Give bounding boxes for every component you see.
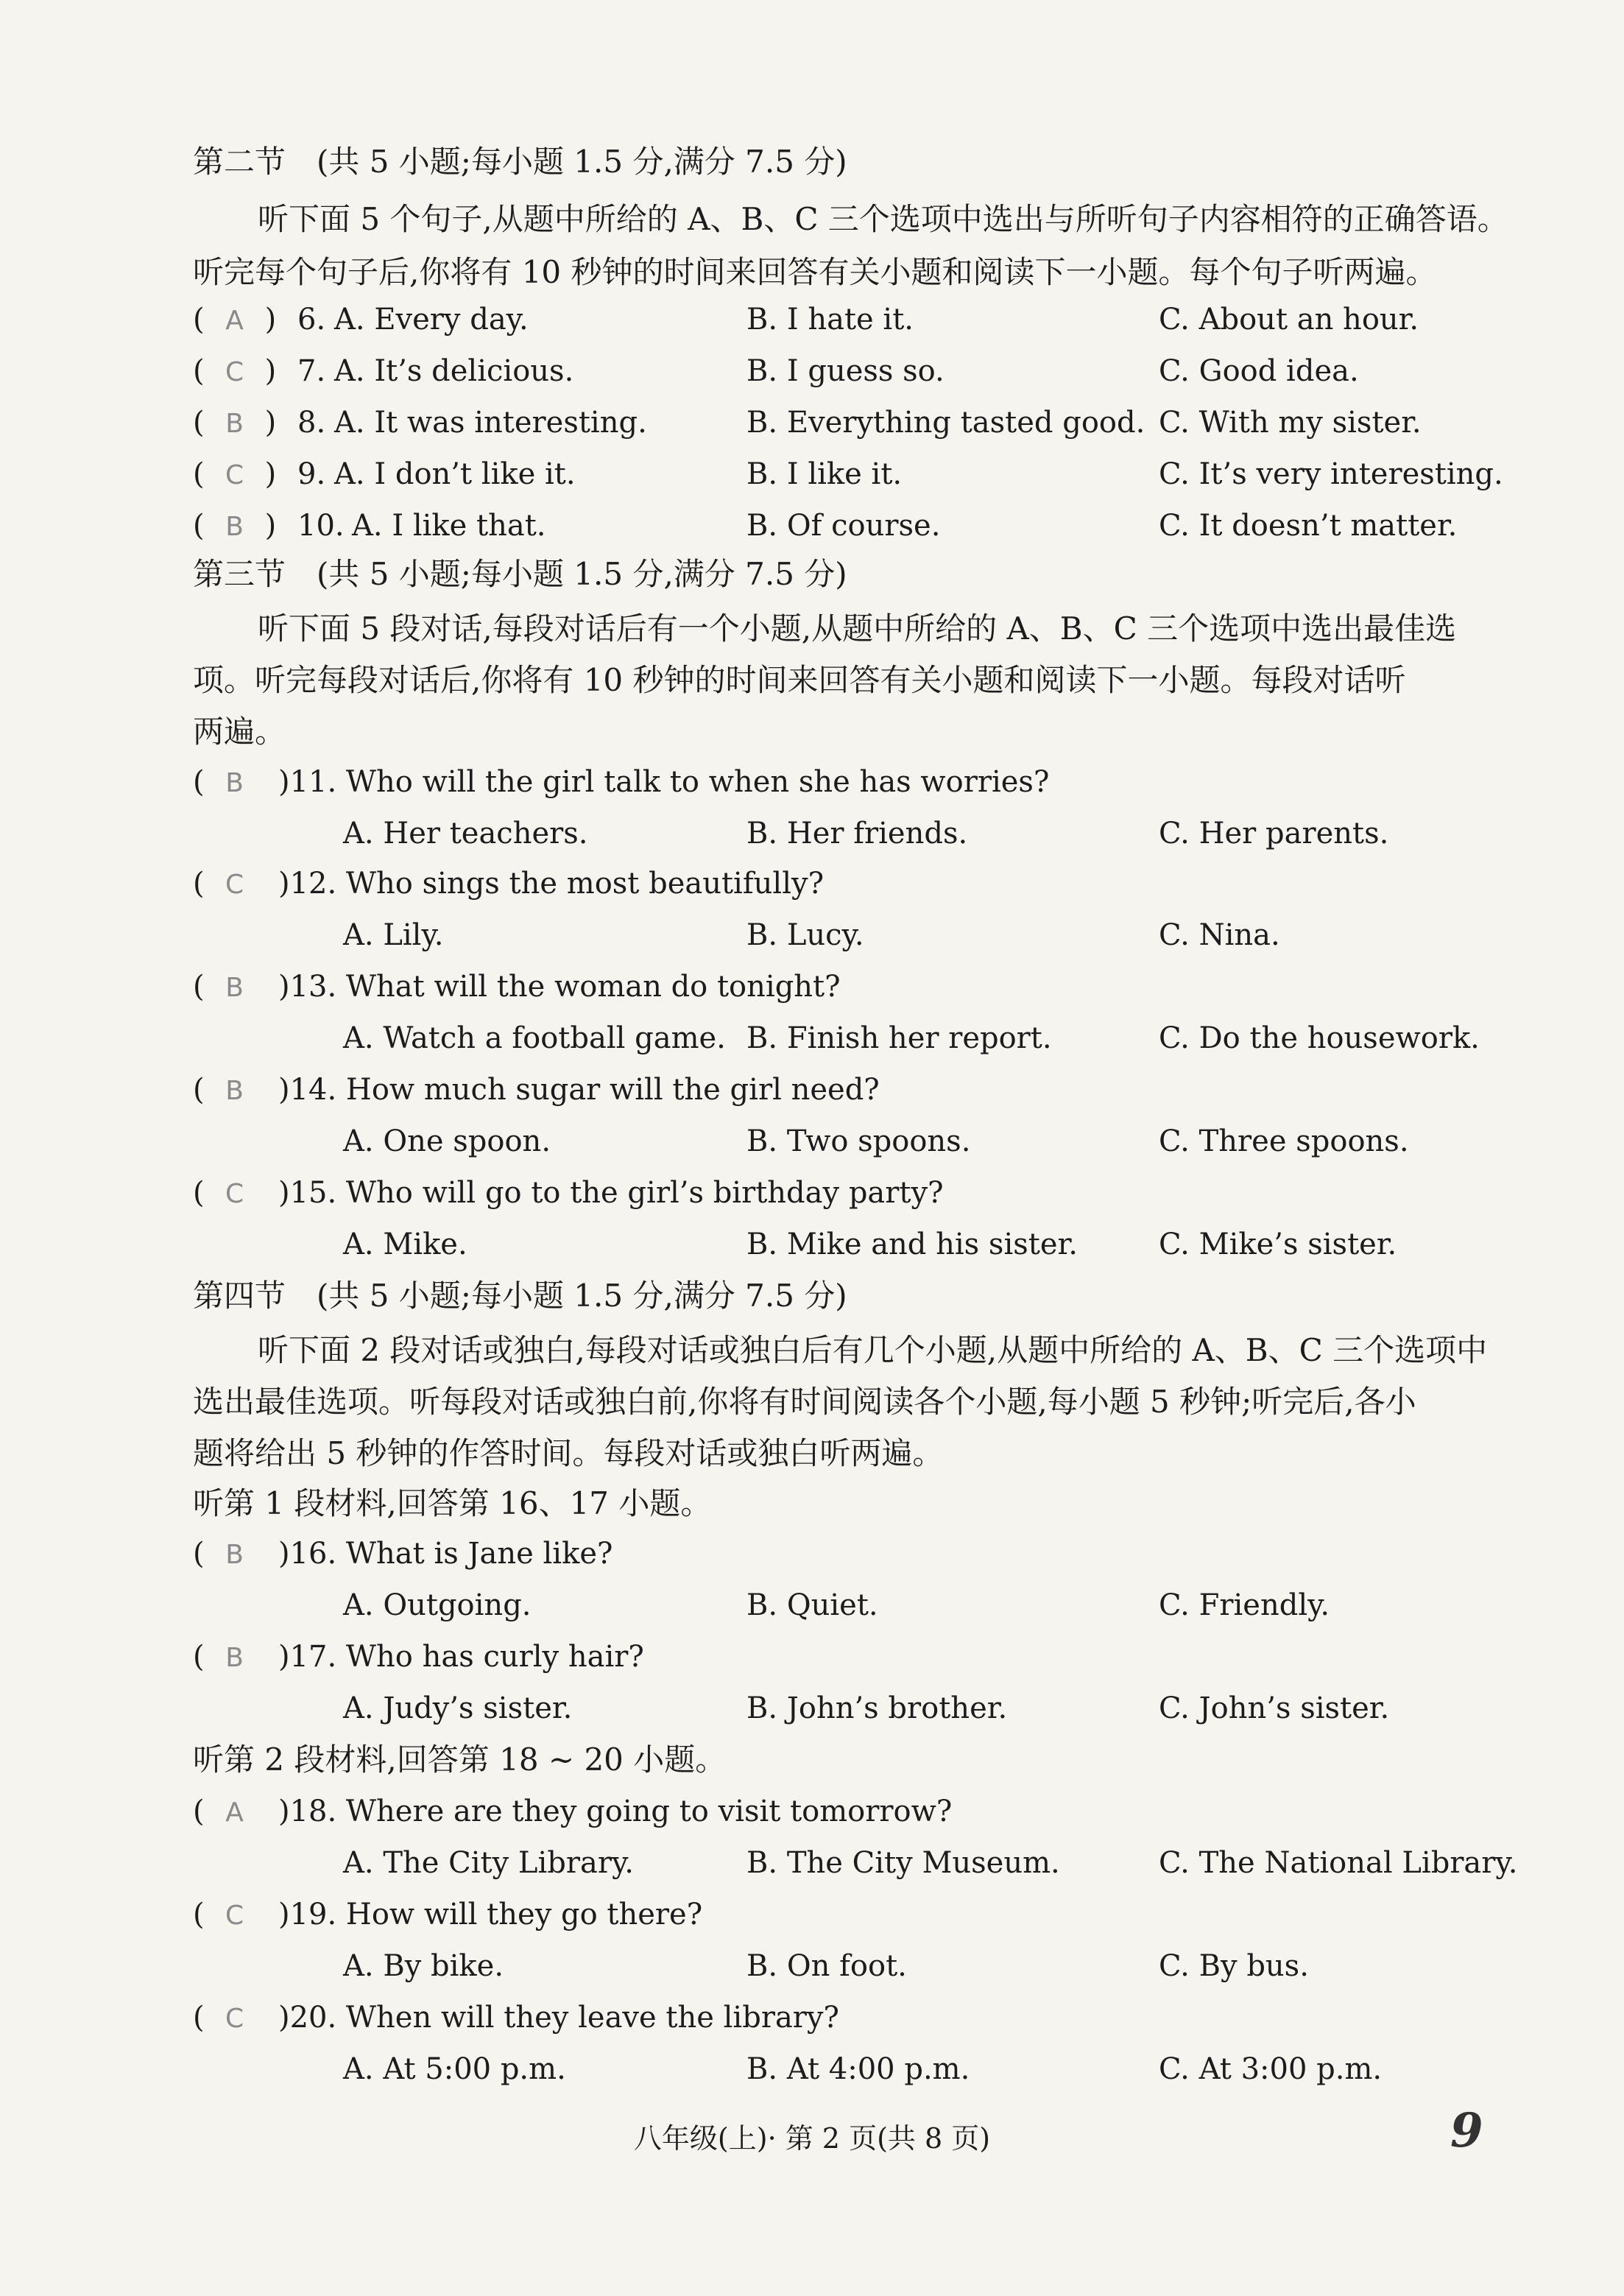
- section4-instructions-line2: 选出最佳选项。听每段对话或独白前,你将有时间阅读各个小题,每小题 5 秒钟;听完后,各小: [193, 1384, 1416, 1420]
- option-c: C. It doesn’t matter.: [1159, 509, 1458, 543]
- option-b: B. The City Museum.: [746, 1846, 1060, 1880]
- answer-letter: B: [225, 973, 244, 1003]
- answer-letter: B: [225, 768, 244, 798]
- answer-letter: B: [225, 512, 244, 542]
- option-b: B. Lucy.: [746, 918, 864, 952]
- section3-heading: 第三节 (共 5 小题;每小题 1.5 分,满分 7.5 分): [193, 556, 847, 592]
- option-a: A. Watch a football game.: [343, 1021, 726, 1055]
- answer-letter: C: [225, 460, 244, 490]
- page-number: 9: [1450, 2103, 1483, 2158]
- option-a: A. The City Library.: [343, 1846, 634, 1880]
- section3-instructions-line2: 项。听完每段对话后,你将有 10 秒钟的时间来回答有关小题和阅读下一小题。每段对话听: [193, 662, 1406, 698]
- option-b: B. Finish her report.: [746, 1021, 1052, 1055]
- question-number: 9.: [297, 457, 326, 491]
- question-stem: )16. What is Jane like?: [278, 1537, 613, 1571]
- option-a: A. I like that.: [352, 509, 546, 543]
- option-a: A. Every day.: [334, 303, 529, 337]
- page-footer: 八年级(上)· 第 2 页(共 8 页): [633, 2122, 991, 2155]
- option-b: B. Two spoons.: [746, 1124, 971, 1158]
- answer-letter: C: [225, 357, 244, 387]
- material2-label: 听第 2 段材料,回答第 18 ~ 20 小题。: [193, 1742, 727, 1778]
- option-c: C. About an hour.: [1159, 303, 1419, 337]
- option-c: C. By bus.: [1159, 1949, 1309, 1983]
- question-stem: )12. Who sings the most beautifully?: [278, 867, 825, 901]
- answer-slot: ( B: [193, 1639, 265, 1676]
- option-a: A. Lily.: [343, 918, 444, 952]
- option-c: C. John’s sister.: [1159, 1691, 1390, 1725]
- section3-instructions-line3: 两遍。: [193, 714, 286, 750]
- option-b: B. John’s brother.: [746, 1691, 1008, 1725]
- answer-slot: ( B: [193, 764, 265, 801]
- question-stem: )20. When will they leave the library?: [278, 2001, 839, 2035]
- section2-instructions-line1: 听下面 5 个句子,从题中所给的 A、B、C 三个选项中选出与所听句子内容相符的正确答语。: [258, 201, 1508, 237]
- section3-instructions-line1: 听下面 5 段对话,每段对话后有一个小题,从题中所给的 A、B、C 三个选项中选出最佳选: [258, 610, 1457, 647]
- question-number: 6.: [297, 303, 326, 337]
- question-stem: )19. How will they go there?: [278, 1898, 703, 1931]
- question-number: 7.: [297, 354, 326, 388]
- option-c: C. Friendly.: [1159, 1588, 1330, 1622]
- answer-slot: ( C ): [193, 353, 276, 390]
- option-b: B. Of course.: [746, 509, 941, 543]
- option-c: C. It’s very interesting.: [1159, 457, 1503, 491]
- option-b: B. I hate it.: [746, 303, 914, 337]
- option-b: B. On foot.: [746, 1949, 907, 1983]
- answer-letter: B: [225, 1076, 244, 1106]
- question-stem: )13. What will the woman do tonight?: [278, 970, 841, 1004]
- option-a: A. I don’t like it.: [334, 457, 576, 491]
- section2-instructions-line2: 听完每个句子后,你将有 10 秒钟的时间来回答有关小题和阅读下一小题。每个句子听两遍。: [193, 254, 1437, 290]
- answer-letter: C: [225, 870, 244, 900]
- answer-slot: ( B ): [193, 508, 276, 545]
- question-stem: )17. Who has curly hair?: [278, 1640, 644, 1674]
- option-b: B. I guess so.: [746, 354, 945, 388]
- section4-instructions-line3: 题将给出 5 秒钟的作答时间。每段对话或独白听两遍。: [193, 1435, 944, 1471]
- option-a: A. By bike.: [343, 1949, 504, 1983]
- answer-slot: ( A ): [193, 302, 276, 339]
- option-a: A. Her teachers.: [343, 817, 588, 851]
- question-stem: )18. Where are they going to visit tomorrow?: [278, 1795, 953, 1828]
- option-a: A. It was interesting.: [334, 406, 647, 440]
- section4-heading: 第四节 (共 5 小题;每小题 1.5 分,满分 7.5 分): [193, 1278, 847, 1314]
- question-number: 10.: [297, 509, 345, 543]
- section4-instructions-line1: 听下面 2 段对话或独白,每段对话或独白后有几个小题,从题中所给的 A、B、C 三个选项中: [258, 1332, 1488, 1368]
- answer-letter: A: [225, 306, 244, 336]
- answer-slot: ( C: [193, 1175, 265, 1212]
- option-a: A. At 5:00 p.m.: [343, 2052, 566, 2086]
- section2-heading: 第二节 (共 5 小题;每小题 1.5 分,满分 7.5 分): [193, 144, 847, 180]
- answer-slot: ( C ): [193, 457, 276, 493]
- answer-letter: B: [225, 1540, 244, 1570]
- answer-letter: C: [225, 2004, 244, 2034]
- answer-slot: ( C: [193, 1897, 265, 1934]
- question-stem: )14. How much sugar will the girl need?: [278, 1073, 880, 1107]
- option-a: A. Judy’s sister.: [343, 1691, 573, 1725]
- option-c: C. With my sister.: [1159, 406, 1422, 440]
- option-b: B. Quiet.: [746, 1588, 878, 1622]
- answer-slot: ( C: [193, 866, 265, 903]
- option-a: A. Outgoing.: [343, 1588, 532, 1622]
- answer-letter: A: [225, 1797, 244, 1828]
- question-number: 8.: [297, 406, 326, 440]
- answer-slot: ( B: [193, 1072, 265, 1109]
- option-a: A. One spoon.: [343, 1124, 551, 1158]
- answer-letter: C: [225, 1179, 244, 1209]
- option-c: C. Good idea.: [1159, 354, 1359, 388]
- answer-letter: B: [225, 409, 244, 439]
- option-b: B. I like it.: [746, 457, 903, 491]
- option-a: A. It’s delicious.: [334, 354, 574, 388]
- answer-slot: ( B ): [193, 405, 276, 442]
- question-stem: )11. Who will the girl talk to when she has worries?: [278, 765, 1050, 799]
- option-c: C. The National Library.: [1159, 1846, 1518, 1880]
- option-c: C. Nina.: [1159, 918, 1280, 952]
- option-b: B. Mike and his sister.: [746, 1228, 1078, 1261]
- option-c: C. Three spoons.: [1159, 1124, 1409, 1158]
- option-c: C. Mike’s sister.: [1159, 1228, 1397, 1261]
- option-c: C. Do the housework.: [1159, 1021, 1480, 1055]
- option-c: C. At 3:00 p.m.: [1159, 2052, 1383, 2086]
- answer-slot: ( C: [193, 2000, 265, 2037]
- option-c: C. Her parents.: [1159, 817, 1389, 851]
- option-a: A. Mike.: [343, 1228, 467, 1261]
- question-stem: )15. Who will go to the girl’s birthday party?: [278, 1176, 944, 1210]
- answer-letter: C: [225, 1901, 244, 1931]
- option-b: B. Everything tasted good.: [746, 406, 1145, 440]
- answer-slot: ( B: [193, 969, 265, 1006]
- option-b: B. Her friends.: [746, 817, 968, 851]
- material1-label: 听第 1 段材料,回答第 16、17 小题。: [193, 1485, 712, 1521]
- option-b: B. At 4:00 p.m.: [746, 2052, 970, 2086]
- answer-letter: B: [225, 1643, 244, 1673]
- answer-slot: ( A: [193, 1794, 265, 1831]
- answer-slot: ( B: [193, 1536, 265, 1573]
